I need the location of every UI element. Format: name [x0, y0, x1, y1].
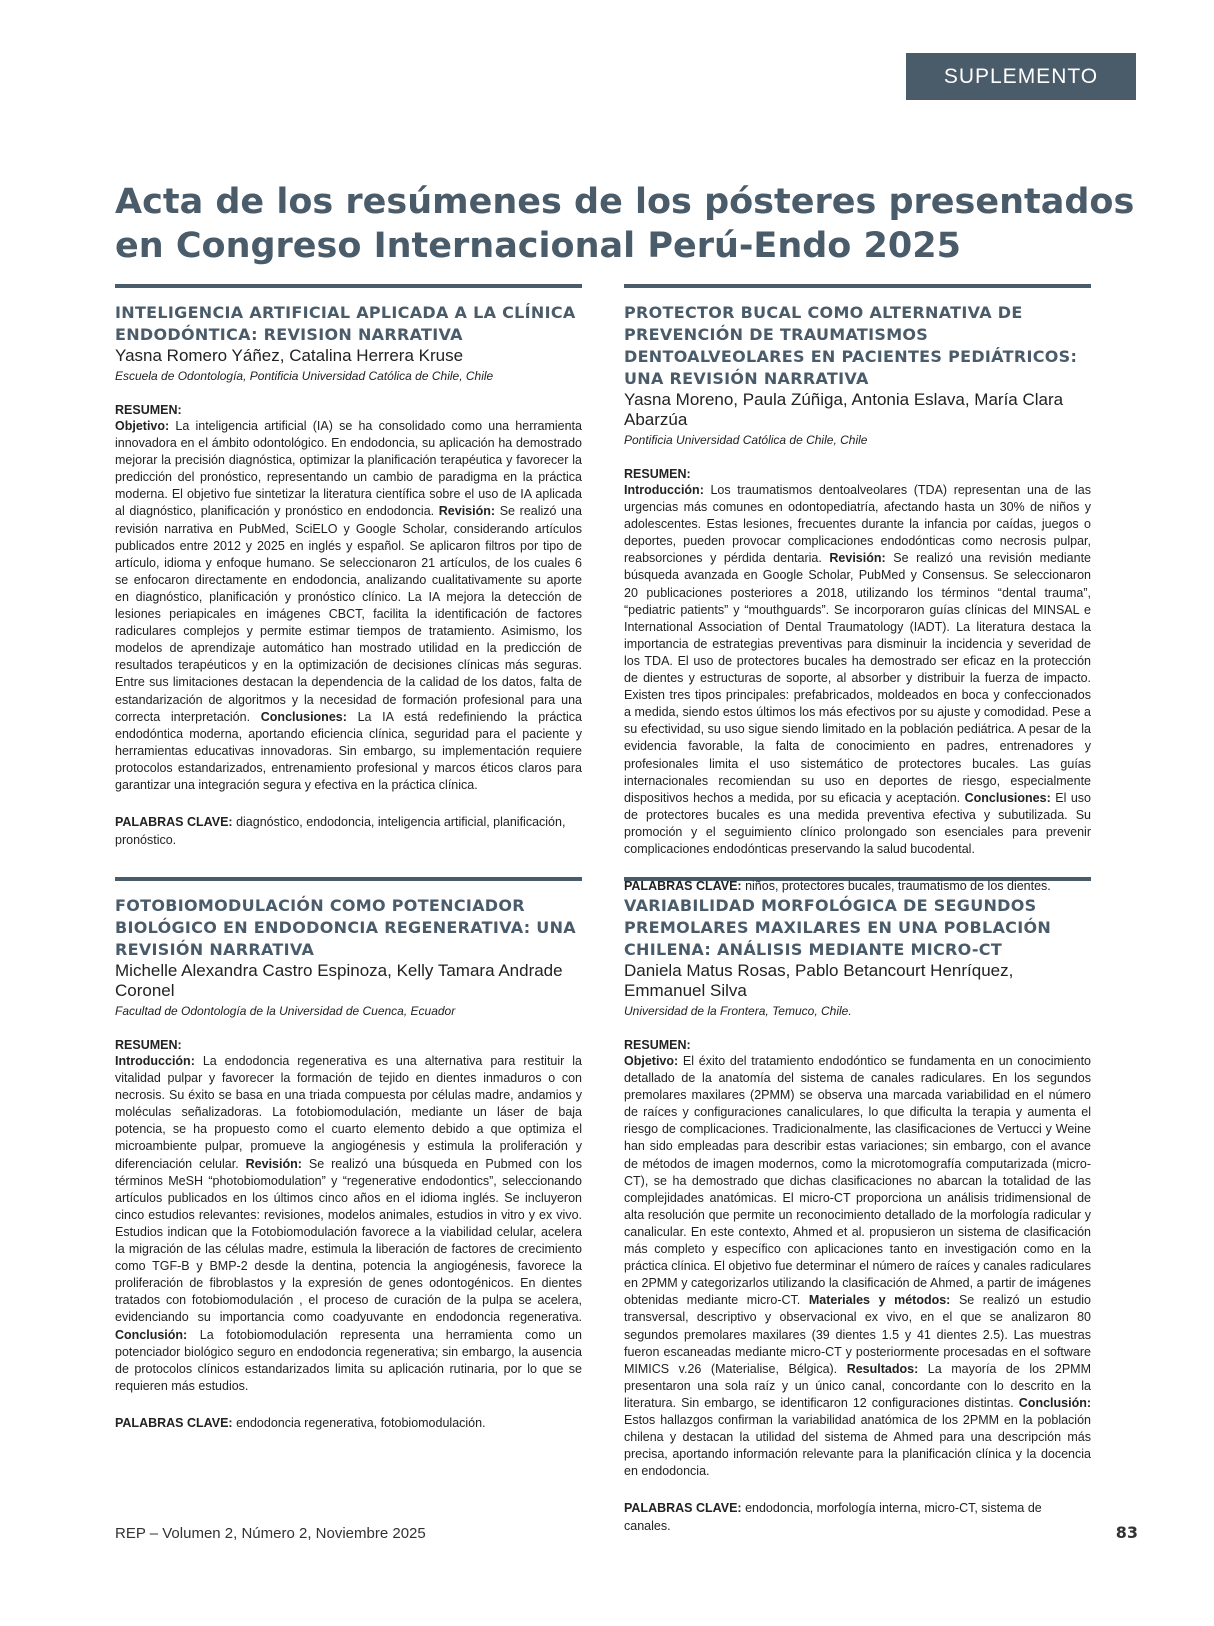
- abstract-section-text: El éxito del tratamiento endodóntico se fundamenta en un conocimiento detallado de la anatomía del sistema de canales radiculares. En los segundos premolares maxilares (2PMM) se observa una marcada variabilidad en el número de raíces y configuraciones canaliculares, lo que dificulta la terapia y aumenta el riesgo de complicaciones. Tradicionalmente, las clasificaciones de Vertucci y Weine han sido empleadas para describir estas variaciones; sin embargo, con el avance de métodos de imagen modernos, como la microtomografía computarizada (micro-CT), se ha demostrado que dichas clasificaciones no abarcan la totalidad de las complejidades anatómicas. El micro-CT proporciona un análisis tridimensional de alta resolución que permite un reconocimiento detallado de la morfología radicular y canalicular. En este contexto, Ahmed et al. propusieron un sistema de clasificación más completo y específico con aplicaciones tanto en investigación como en la práctica clínica. El objetivo fue determinar el número de raíces y canales radiculares en 2PMM y categorizarlos utilizando la clasificación de Ahmed, a partir de imágenes obtenidas mediante micro-CT.: [624, 1054, 1091, 1308]
- article-title: INTELIGENCIA ARTIFICIAL APLICADA A LA CLÍNICA ENDODÓNTICA: REVISION NARRATIVA: [115, 303, 576, 344]
- article-authors: Yasna Moreno, Paula Zúñiga, Antonia Eslava, María Clara Abarzúa: [624, 390, 1064, 429]
- keywords-label: PALABRAS CLAVE:: [115, 815, 233, 830]
- abstract-section-text: La inteligencia artificial (IA) se ha consolidado como una herramienta innovadora en el ámbito odontológico. En endodoncia, su aplicación ha demostrado mejorar la precisión diagnóstica, optimizar la planificación terapéutica y favorecer la predicción del pronóstico, representando un cambio de paradigma en la práctica moderna. El objetivo fue sintetizar la literatura científica sobre el uso de IA aplicada al diagnóstico, planificación y pronóstico en endodoncia.: [115, 419, 582, 519]
- abstract-section-text: Estos hallazgos confirman la variabilidad anatómica de los 2PMM en la población chilena y destacan la utilidad del sistema de Ahmed para una descripción más precisa, aportando información relevante para la planificación clínica y la docencia en endodoncia.: [624, 1412, 1091, 1479]
- abstract-text: [115, 1053, 582, 1395]
- keywords-text: diagnóstico, endodoncia, inteligencia artificial, planificación, pronóstico.: [115, 815, 566, 848]
- divider-top-right: [624, 284, 1091, 288]
- divider-top-left: [115, 284, 582, 288]
- page-title: Acta de los resúmenes de los pósteres presentados en Congreso Internacional Perú-Endo 2025: [115, 182, 1135, 266]
- abstract-section-label: Introducción:: [115, 1054, 195, 1068]
- abstract-section-text: Se realizó una revisión mediante búsqueda avanzada en Google Scholar, PubMed y Consensus. Se seleccionaron 20 publicaciones posteriores a 2018, utilizando los términos “dental trauma”, “pediatric patients” y “mouthguards”. Se incorporaron guías clínicas del MINSAL e International Association of Dental Traumatology (IADT). La literatura destaca la importancia de estrategias preventivas para disminuir la incidencia y severidad de los TDA. El uso de protectores bucales ha demostrado ser eficaz en la protección de dientes y estructuras de soporte, al absorber y distribuir la fuerza de impacto. Existen tres tipos principales: prefabricados, moldeados en boca y confeccionados a medida, siendo estos últimos los más efectivos por su ajuste y comodidad. Pese a su efectividad, su uso sigue siendo limitado en la población pediátrica. A pesar de la evidencia favorable, la falta de conocimiento en padres, entrenadores y profesionales limita el uso sistemático de protectores bucales. Las guías internacionales recomiendan su uso en deportes de riesgo, especialmente dispositivos hechos a medida, por su eficacia y aceptación.: [624, 551, 1091, 805]
- article-title: FOTOBIOMODULACIÓN COMO POTENCIADOR BIOLÓGICO EN ENDODONCIA REGENERATIVA: UNA REVISIÓN NARRATIVA: [115, 896, 576, 959]
- abstract-section-label: Objetivo:: [115, 419, 170, 433]
- article-affiliation: Escuela de Odontología, Pontificia Universidad Católica de Chile, Chile: [115, 369, 494, 383]
- article: [115, 302, 582, 849]
- abstract-section-label: Revisión:: [438, 504, 496, 519]
- abstract-section-text: El uso de protectores bucales es una medida preventiva efectiva y subutilizada. Su promoción y el seguimiento clínico prolongado son esenciales para prevenir complicaciones endodónticas preservando la salud bucodental.: [624, 790, 1092, 856]
- article-affiliation: Universidad de la Frontera, Temuco, Chile.: [624, 1004, 852, 1018]
- keywords: [115, 813, 582, 849]
- resumen-label: RESUMEN:: [115, 403, 182, 417]
- abstract-section-label: Conclusión:: [1018, 1395, 1091, 1410]
- abstract-text: [624, 1053, 1091, 1480]
- abstract-section-text: Se realizó un estudio transversal, descriptivo y observacional ex vivo, en el que se analizaron 80 segundos premolares maxilares (39 dientes 1.5 y 41 dientes 2.5). Las muestras fueron escaneadas mediante micro-CT y posteriormente procesadas en el software MIMICS v.26 (Materialise, Bélgica).: [624, 1293, 1091, 1376]
- article-title: PROTECTOR BUCAL COMO ALTERNATIVA DE PREVENCIÓN DE TRAUMATISMOS DENTOALVEOLARES EN PACIENTES PEDIÁTRICOS: UNA REVISIÓN NARRATIVA: [624, 303, 1078, 388]
- divider-mid-left: [115, 877, 582, 881]
- keywords: [624, 1499, 1091, 1535]
- article-affiliation: Facultad de Odontología de la Universidad de Cuenca, Ecuador: [115, 1004, 456, 1018]
- abstract-section-label: Introducción:: [624, 483, 704, 497]
- keywords: [115, 1414, 582, 1432]
- abstract-section-label: Conclusiones:: [964, 790, 1051, 805]
- abstract-section-text: Los traumatismos dentoalveolares (TDA) representan una de las urgencias más comunes en odontopediatría, afectando hasta un 30% de niños y adolescentes. Estas lesiones, frecuentes durante la infancia por caídas, juegos o deportes, pueden provocar complicaciones endodónticas como necrosis pulpar, reabsorciones y pérdida dentaria.: [624, 483, 1091, 566]
- abstract-section-text: La IA está redefiniendo la práctica endodóntica moderna, aportando eficiencia clínica, seguridad para el paciente y herramientas educativas innovadoras. Sin embargo, su implementación requiere protocolos estandarizados, entrenamiento profesional y marcos éticos claros para garantizar una integración segura y efectiva en la práctica clínica.: [115, 709, 583, 792]
- abstract-section-label: Revisión:: [829, 551, 886, 566]
- abstract-section-label: Revisión:: [245, 1156, 302, 1171]
- abstract-section-text: La fotobiomodulación representa una herramienta como un potenciador biológico seguro en endodoncia regenerativa; sin embargo, la ausencia de protocolos clínicos estandarizados limita su aplicación rutinaria, por lo que se requieren más estudios.: [115, 1327, 582, 1393]
- article-authors: Daniela Matus Rosas, Pablo Betancourt Henríquez, Emmanuel Silva: [624, 961, 1014, 1000]
- section-tag: SUPLEMENTO: [906, 53, 1136, 100]
- abstract-text: [624, 482, 1091, 858]
- resumen-label: RESUMEN:: [624, 467, 691, 481]
- keywords-label: PALABRAS CLAVE:: [624, 1501, 742, 1516]
- keywords-text: endodoncia regenerativa, fotobiomodulación.: [232, 1415, 486, 1430]
- resumen-label: RESUMEN:: [624, 1038, 691, 1052]
- article-title: VARIABILIDAD MORFOLÓGICA DE SEGUNDOS PREMOLARES MAXILARES EN UNA POBLACIÓN CHILENA: ANÁLISIS MEDIANTE MICRO-CT: [624, 896, 1052, 959]
- abstract-section-text: Se realizó una revisión narrativa en PubMed, SciELO y Google Scholar, considerando artículos publicados entre 2012 y 2025 en inglés y español. Se aplicaron filtros por tipo de artículo, idioma y enfoque humano. Se seleccionaron 21 artículos, de los cuales 6 se enfocaron directamente en endodoncia, analizando cualitativamente su aporte en diagnóstico, planificación y pronóstico clínico. La IA mejora la detección de lesiones periapicales en imágenes CBCT, facilita la identificación de factores radiculares complejos y permite estimar tiempos de tratamiento. Asimismo, los modelos de aprendizaje automático han mostrado utilidad en la predicción de resultados terapéuticos y en la optimización de decisiones clínicas más seguras. Entre sus limitaciones destacan la dependencia de la calidad de los datos, falta de estandarización de algoritmos y la necesidad de formación profesional para una correcta interpretación.: [115, 504, 582, 724]
- keywords-label: PALABRAS CLAVE:: [115, 1415, 233, 1430]
- article-authors: Yasna Romero Yáñez, Catalina Herrera Kruse: [115, 346, 464, 365]
- article-affiliation: Pontificia Universidad Católica de Chile, Chile: [624, 433, 868, 447]
- article: [115, 895, 582, 1432]
- keywords-text: endodoncia, morfología interna, micro-CT, sistema de canales.: [624, 1501, 1042, 1534]
- article-authors: Michelle Alexandra Castro Espinoza, Kelly Tamara Andrade Coronel: [115, 961, 563, 1000]
- footer-journal: REP – Volumen 2, Número 2, Noviembre 2025: [115, 1525, 426, 1542]
- keywords-text: niños, protectores bucales, traumatismo de los dientes.: [741, 879, 1051, 894]
- abstract-section-text: Se realizó una búsqueda en Pubmed con los términos MeSH “photobiomodulation” y “regenerative endodontics”, seleccionando artículos publicados en los últimos cinco años en el idioma inglés. Se incluyeron cinco estudios relevantes: revisiones, modelos animales, estudios in vitro y ex vivo. Estudios indican que la Fotobiomodulación favorece a la viabilidad celular, acelera la migración de las células madre, estimula la liberación de factores de crecimiento como TGF-B y BMP-2 desde la dentina, potencia la angiogénesis, favorece la proliferación de fibroblastos y la expresión de genes odontogénicos. En dientes tratados con fotobiomodulación , el proceso de curación de la pulpa se acelera, evidenciando su importancia como coadyuvante en endodoncia regenerativa.: [115, 1156, 582, 1325]
- page-number: 83: [1115, 1523, 1138, 1542]
- resumen-label: RESUMEN:: [115, 1038, 182, 1052]
- keywords: [624, 877, 1091, 895]
- abstract-section-text: La endodoncia regenerativa es una alternativa para restituir la vitalidad pulpar y favorecer la formación de tejido en dientes inmaduros o con necrosis. Su éxito se basa en una triada compuesta por células madre, andamios y moléculas señalizadoras. La fotobiomodulación, mediante un láser de baja potencia, se ha propuesto como el cuarto elemento debido a que optimiza el microambiente pulpar, promueve la angiogénesis y estimula la proliferación y diferenciación celular.: [115, 1054, 582, 1171]
- abstract-section-label: Conclusiones:: [260, 709, 347, 724]
- abstract-section-text: La mayoría de los 2PMM presentaron una sola raíz y un único canal, concordante con lo descrito en la literatura. Sin embargo, se identificaron 12 configuraciones distintas.: [624, 1361, 1091, 1410]
- abstract-section-label: Conclusión:: [115, 1327, 188, 1342]
- abstract-section-label: Objetivo:: [624, 1054, 679, 1068]
- abstract-section-label: Materiales y métodos:: [808, 1293, 951, 1308]
- abstract-text: [115, 418, 582, 794]
- keywords-label: PALABRAS CLAVE:: [624, 879, 742, 894]
- article: [624, 302, 1091, 895]
- article: [624, 895, 1091, 1535]
- abstract-section-label: Resultados:: [846, 1361, 919, 1376]
